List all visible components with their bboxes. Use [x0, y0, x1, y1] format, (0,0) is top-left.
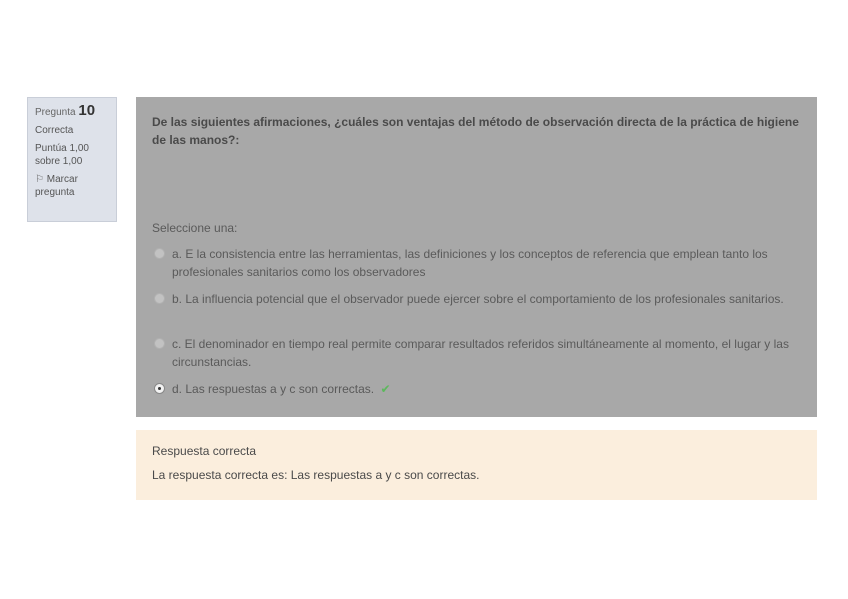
- question-grade: Puntúa 1,00 sobre 1,00: [35, 143, 89, 167]
- answer-option-d[interactable]: [152, 380, 802, 398]
- option-a-label: a. E la consistencia entre las herramientas, las definiciones y los conceptos de referencia que emplean tanto los profesionales sanitarios como los observadores: [172, 247, 768, 279]
- option-c-label: c. El denominador en tiempo real permite comparar resultados referidos simultáneamente al momento, el lugar y las circunstancias.: [172, 337, 789, 369]
- question-content: [136, 97, 817, 417]
- question-number: [35, 104, 109, 119]
- flag-question-link[interactable]: [35, 173, 109, 199]
- radio-c[interactable]: [154, 338, 165, 349]
- answer-option-b[interactable]: [152, 290, 802, 308]
- question-state: Correcta: [35, 125, 74, 136]
- answer-prompt: Seleccione una:: [152, 221, 238, 235]
- flag-label: Marcar pregunta: [35, 174, 78, 198]
- answer-option-a[interactable]: [152, 245, 802, 281]
- question-info-panel: [27, 97, 117, 222]
- radio-d[interactable]: [154, 383, 165, 394]
- flag-icon: ⚐: [35, 174, 44, 185]
- feedback-correct-answer: La respuesta correcta es: Las respuestas a y c son correctas.: [152, 468, 480, 482]
- check-icon: ✔: [380, 382, 391, 396]
- question-label: Pregunta: [35, 107, 76, 118]
- answer-option-c[interactable]: [152, 335, 802, 371]
- feedback-panel: [136, 430, 817, 500]
- feedback-status: Respuesta correcta: [152, 444, 257, 458]
- option-d-label: d. Las respuestas a y c son correctas.: [172, 382, 375, 396]
- option-b-label: b. La influencia potencial que el observador puede ejercer sobre el comportamiento de los profesionales sanitarios.: [172, 292, 784, 306]
- question-text: De las siguientes afirmaciones, ¿cuáles son ventajas del método de observación directa de la práctica de higiene de las manos?:: [152, 115, 799, 147]
- radio-b[interactable]: [154, 293, 165, 304]
- radio-a[interactable]: [154, 248, 165, 259]
- question-number-value: 10: [78, 102, 96, 119]
